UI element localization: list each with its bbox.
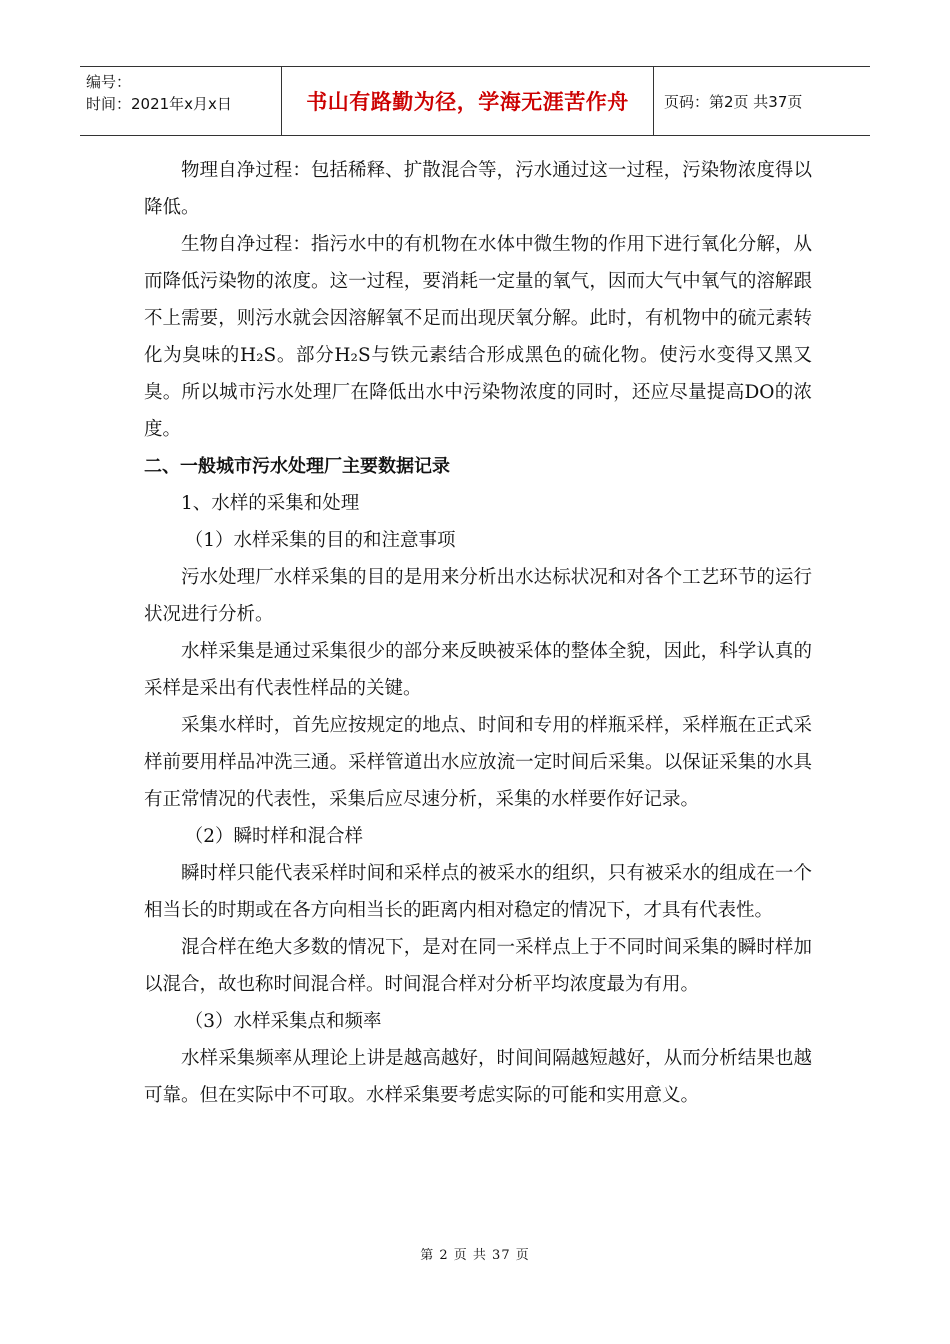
subsection-heading: （3）水样采集点和频率: [184, 1011, 382, 1032]
document-body: [144, 152, 812, 1114]
header-page-number: 页码：第2页 共37页: [664, 92, 803, 111]
paragraph: 水样采集是通过采集很少的部分来反映被采体的整体全貌，因此，科学认真的采样是采出有代表性样品的关键。: [144, 641, 812, 699]
paragraph: 水样采集频率从理论上讲是越高越好，时间间隔越短越好，从而分析结果也越可靠。但在实际中不可取。水样采集要考虑实际的可能和实用意义。: [144, 1048, 812, 1106]
paragraph: 物理自净过程：包括稀释、扩散混合等，污水通过这一过程，污染物浓度得以降低。: [144, 160, 812, 218]
paragraph: 污水处理厂水样采集的目的是用来分析出水达标状况和对各个工艺环节的运行状况进行分析。: [144, 567, 812, 625]
page-header: [80, 66, 870, 136]
header-motto: 书山有路勤为径，学海无涯苦作舟: [282, 67, 654, 135]
paragraph: 生物自净过程：指污水中的有机物在水体中微生物的作用下进行氧化分解，从而降低污染物的浓度。这一过程，要消耗一定量的氧气，因而大气中氧气的溶解跟不上需要，则污水就会因溶解氧不足而出现厌氧分解。此时，有机物中的硫元素转化为臭味的H₂S。部分H₂S与铁元素结合形成黑色的硫化物。使污水变得又黑又臭。所以城市污水处理厂在降低出水中污染物浓度的同时，还应尽量提高DO的浓度。: [144, 234, 812, 440]
subsection-heading: 1、水样的采集和处理: [181, 493, 360, 514]
subsection-heading: （2）瞬时样和混合样: [184, 826, 363, 847]
paragraph: 瞬时样只能代表采样时间和采样点的被采水的组织，只有被采水的组成在一个相当长的时期或在各方向相当长的距离内相对稳定的情况下，才具有代表性。: [144, 863, 812, 921]
code-label: 编号：: [86, 73, 132, 91]
subsection-heading: （1）水样采集的目的和注意事项: [184, 530, 456, 551]
header-meta: [80, 67, 282, 135]
page-footer: 第 2 页 共 37 页: [420, 1248, 530, 1263]
paragraph: 采集水样时，首先应按规定的地点、时间和专用的样瓶采样，采样瓶在正式采样前要用样品冲洗三通。采样管道出水应放流一定时间后采集。以保证采集的水具有正常情况的代表性，采集后应尽速分析，采集的水样要作好记录。: [144, 715, 812, 810]
section-heading: 二、一般城市污水处理厂主要数据记录: [144, 456, 450, 477]
time-label: 时间：2021年x月x日: [86, 95, 232, 113]
paragraph: 混合样在绝大多数的情况下，是对在同一采样点上于不同时间采集的瞬时样加以混合，故也称时间混合样。时间混合样对分析平均浓度最为有用。: [144, 937, 812, 995]
